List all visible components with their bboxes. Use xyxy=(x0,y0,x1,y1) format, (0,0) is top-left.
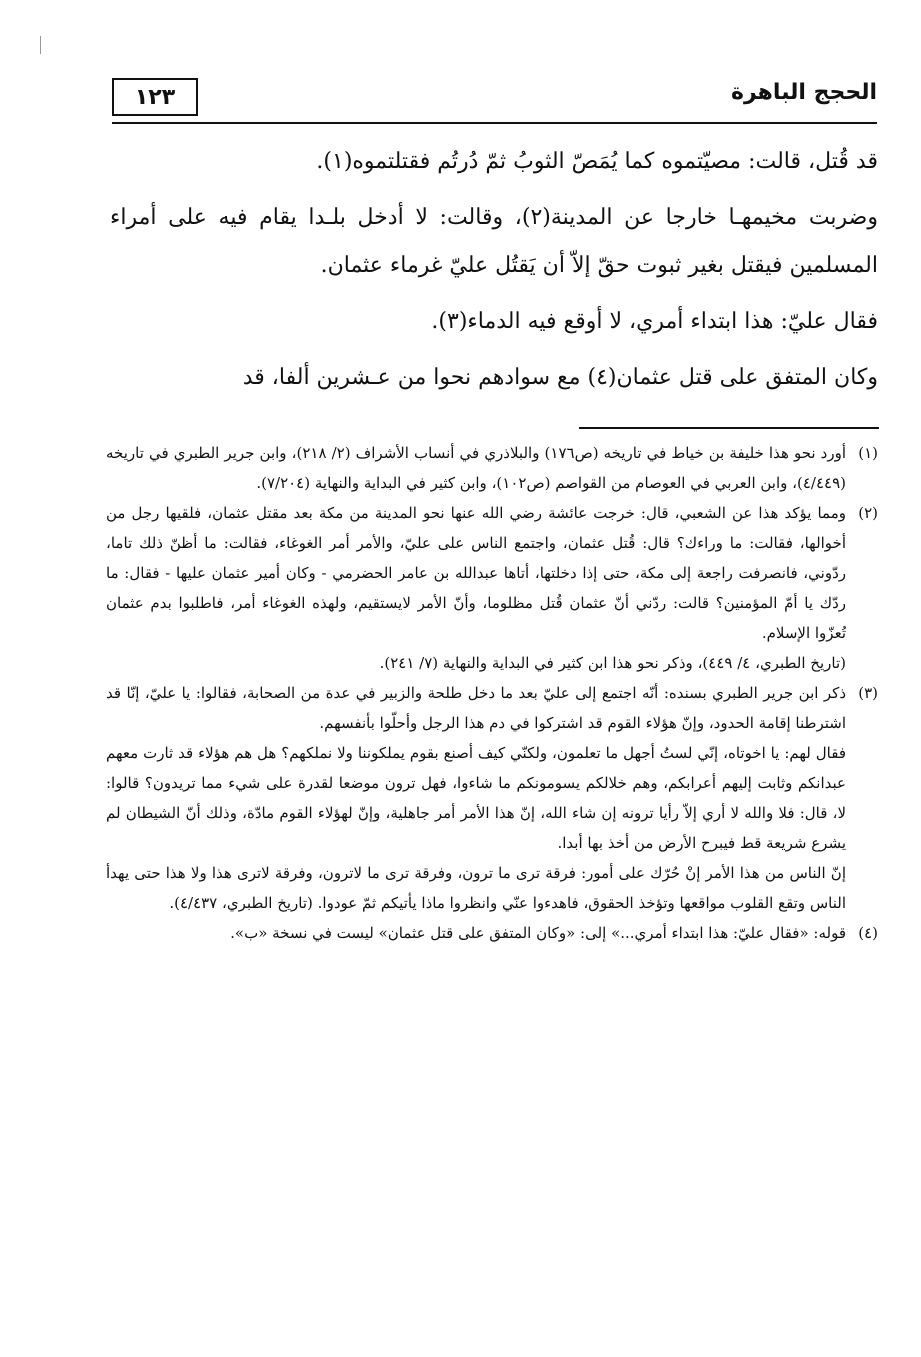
running-title: الحجج الباهرة xyxy=(731,80,877,105)
paragraph: قد قُتل، قالت: مصيّتموه كما يُمَصّ الثوبُ ثمّ دُرتُم فقتلتموه(١). xyxy=(316,149,878,174)
footnote-text: ذكر ابن جرير الطبري بسنده: أنّه اجتمع إلى عليّ بعد ما دخل طلحة والزبير في عدة من الصحابة، فقالوا: يا عليّ، إنّا قد اشترطنا إقامة الحدود، وإنّ هؤلاء القوم قد اشتركوا في دم هذا الرجل وأحلّوا بأنفسهم. xyxy=(106,684,846,732)
footnotes xyxy=(106,438,878,948)
paragraph: وضربت مخيمهـا خارجا عن المدينة(٢)، وقالت: لا أدخل بلـدا يقام فيه على أمراء المسلمين فيقتل بغير ثبوت حقّ إلاّ أن يَقتُل عليّ غرماء عثمان. xyxy=(110,205,878,278)
footnote xyxy=(106,438,878,498)
footnote-text: إنّ الناس من هذا الأمر إنْ حُرّك على أمور: فرقة ترى ما ترون، وفرقة ترى ما لاترون، وفرقة لاترى هذا ولا هذا حتى يهدأ الناس وتقع القلوب مواقعها وتؤخذ الحقوق، فاهدءوا عنّي وانظروا ماذا يأتيكم ثمّ عودوا. (تاريخ الطبري، ٤/٤٣٧). xyxy=(106,864,846,912)
footnote xyxy=(106,918,878,948)
footnote-text: (تاريخ الطبري، ٤/ ٤٤٩)، وذكر نحو هذا ابن كثير في البداية والنهاية (٧/ ٢٤١). xyxy=(379,654,846,672)
page-header xyxy=(112,78,877,124)
footnote-number: (٢) xyxy=(858,504,878,522)
footnote-text: قوله: «فقال عليّ: هذا ابتداء أمري...» إلى: «وكان المتفق على قتل عثمان» ليست في نسخة «ب». xyxy=(230,924,846,942)
footnote xyxy=(106,678,878,918)
footnote-text: ومما يؤكد هذا عن الشعبي، قال: خرجت عائشة رضي الله عنها نحو المدينة من مكة بعد مقتل عثمان، فلقيها رجل من أخوالها، فقالت: ما وراءك؟ قال: قُتل عثمان، واجتمع الناس على عليّ، والأمر أمر الغوغاء، فقالت: ما أظنّ ذلك تاما، ردّوني، فانصرفت راجعة إلى مكة، حتى إذا دخلتها، أتاها عبدالله بن عامر الحضرمي - وكان أمير عثمان عليها - فقال: ما ردّك يا أمّ المؤمنين؟ قالت: ردّني أنّ عثمان قُتل مظلوما، وأنّ الأمر لايستقيم، ولهذه الغوغاء أمر، فاطلبوا بدم عثمان تُعزّوا الإسلام. xyxy=(106,504,846,642)
margin-mark xyxy=(40,36,41,54)
main-text xyxy=(110,138,878,402)
footnote-text: أورد نحو هذا خليفة بن خياط في تاريخه (ص١٧٦) والبلاذري في أنساب الأشراف (٢/ ٢١٨)، وابن جرير الطبري في تاريخه (٤/٤٤٩)، وابن العربي في العوصام من القواصم (ص١٠٢)، وابن كثير في البداية والنهاية (٧/٢٠٤). xyxy=(106,444,846,492)
footnote xyxy=(106,498,878,678)
footnote-text: فقال لهم: يا اخوتاه، إنّي لستُ أجهل ما تعلمون، ولكنّي كيف أصنع بقوم يملكوننا ولا نملكهم؟ هل هم هؤلاء قد ثارت معهم عبدانكم وثابت إليهم أعرابكم، وهم خلالكم يسومونكم ما شاءوا، فهل ترون موضعا لقدرة على شيء مما تريدون؟ قالوا: لا، قال: فلا والله لا أري إلاّ رأيا ترونه إن شاء الله، إنّ هذا الأمر أمر جاهلية، وإنّ لهؤلاء القوم مادّة، وذلك أنّ الشيطان لم يشرع شريعة قط فيبرح الأرض من أخذ بها أبدا. xyxy=(106,744,846,852)
footnote-number: (٤) xyxy=(858,924,878,942)
page-number: ١٢٣ xyxy=(112,78,198,116)
footnote-number: (١) xyxy=(858,444,878,462)
paragraph: فقال عليّ: هذا ابتداء أمري، لا أوقع فيه الدماء(٣). xyxy=(431,309,878,334)
paragraph: وكان المتفق على قتل عثمان(٤) مع سوادهم نحوا من عـشرين ألفا، قد xyxy=(242,365,878,390)
footnote-number: (٣) xyxy=(858,684,878,702)
header-rule xyxy=(112,122,877,124)
footnote-separator xyxy=(579,427,879,429)
